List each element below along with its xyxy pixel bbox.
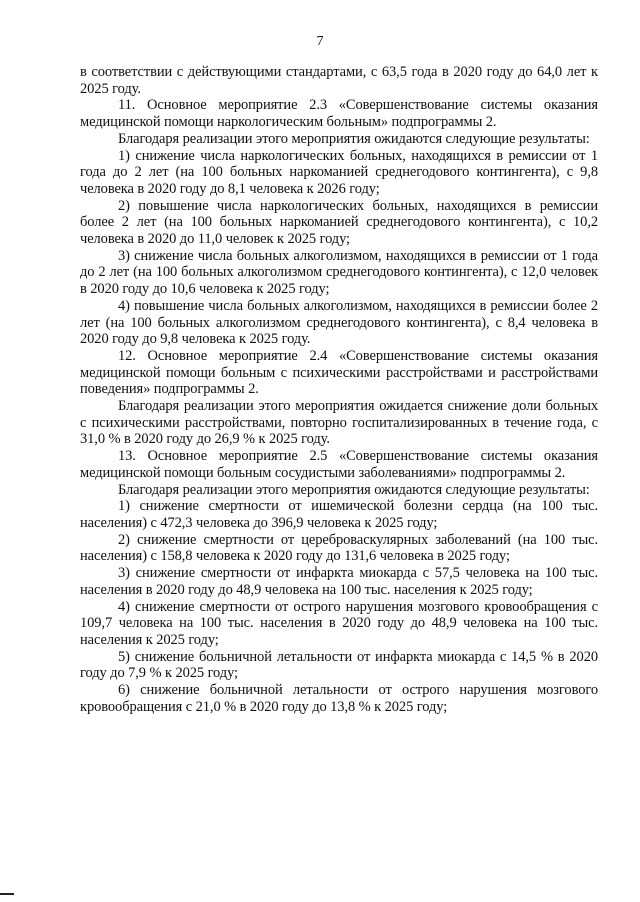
paragraph: 2) снижение смертности от цереброваскулярных заболеваний (на 100 тыс. населения) с 158,8 человека к 2020 году до 131,6 человека в 2025 году; — [80, 531, 598, 565]
paragraph: 1) снижение смертности от ишемической болезни сердца (на 100 тыс. населения) с 472,3 человека до 396,9 человека к 2025 году; — [80, 498, 598, 531]
paragraph: 12. Основное мероприятие 2.4 «Совершенствование системы оказания медицинской помощи больным с психическими расстройствами и расстройствами поведения» подпрограммы 2. — [80, 347, 598, 398]
paragraph: 5) снижение больничной летальности от инфаркта миокарда с 14,5 % в 2020 году до 7,9 % к 2025 году; — [80, 648, 598, 682]
paragraph: 4) повышение числа больных алкоголизмом, находящихся в ремиссии более 2 лет (на 100 больных алкоголизмом среднегодового контингента), с 8,4 человека в 2020 году до 9,8 человека к 2025 году. — [80, 297, 598, 348]
paragraph: 1) снижение числа наркологических больных, находящихся в ремиссии от 1 года до 2 лет (на 100 больных наркоманией среднегодового контингента), с 9,8 человека в 2020 году до 8,1 человека к 2026 году; — [80, 147, 598, 197]
paragraph: 4) снижение смертности от острого нарушения мозгового кровообращения с 109,7 человека на 100 тыс. населения в 2020 году до 48,9 человека на 100 тыс. населения к 2025 году; — [80, 598, 598, 648]
scan-edge-mark — [0, 893, 14, 895]
document-body — [80, 64, 598, 715]
paragraph: в соответствии с действующими стандартами, с 63,5 года в 2020 году до 64,0 лет к 2025 году. — [80, 64, 598, 97]
paragraph: 3) снижение смертности от инфаркта миокарда с 57,5 человека на 100 тыс. населения в 2020 году до 48,9 человека на 100 тыс. населения к 2025 году; — [80, 565, 598, 598]
paragraph: 6) снижение больничной летальности от острого нарушения мозгового кровообращения с 21,0 % в 2020 году до 13,8 % к 2025 году; — [80, 682, 598, 715]
paragraph: 3) снижение числа больных алкоголизмом, находящихся в ремиссии от 1 года до 2 лет (на 100 больных алкоголизмом среднегодового контингента), с 12,0 человек в 2020 году до 10,6 человека к 2025 году; — [80, 247, 598, 298]
paragraph: 13. Основное мероприятие 2.5 «Совершенствование системы оказания медицинской помощи больным сосудистыми заболеваниями» подпрограммы 2. — [80, 448, 598, 481]
paragraph: Благодаря реализации этого мероприятия ожидается снижение доли больных с психическими расстройствами, повторно госпитализированных в течение года, с 31,0 % в 2020 году до 26,9 % к 2025 году. — [80, 398, 598, 448]
paragraph: Благодаря реализации этого мероприятия ожидаются следующие результаты: — [118, 130, 590, 147]
paragraph: Благодаря реализации этого мероприятия ожидаются следующие результаты: — [118, 481, 590, 498]
paragraph: 11. Основное мероприятие 2.3 «Совершенствование системы оказания медицинской помощи наркологическим больным» подпрограммы 2. — [80, 97, 598, 131]
paragraph: 2) повышение числа наркологических больных, находящихся в ремиссии более 2 лет (на 100 больных наркоманией среднегодового контингента), с 10,2 человека в 2020 до 11,0 человек к 2025 году; — [80, 197, 598, 248]
page-number: 7 — [316, 34, 324, 49]
